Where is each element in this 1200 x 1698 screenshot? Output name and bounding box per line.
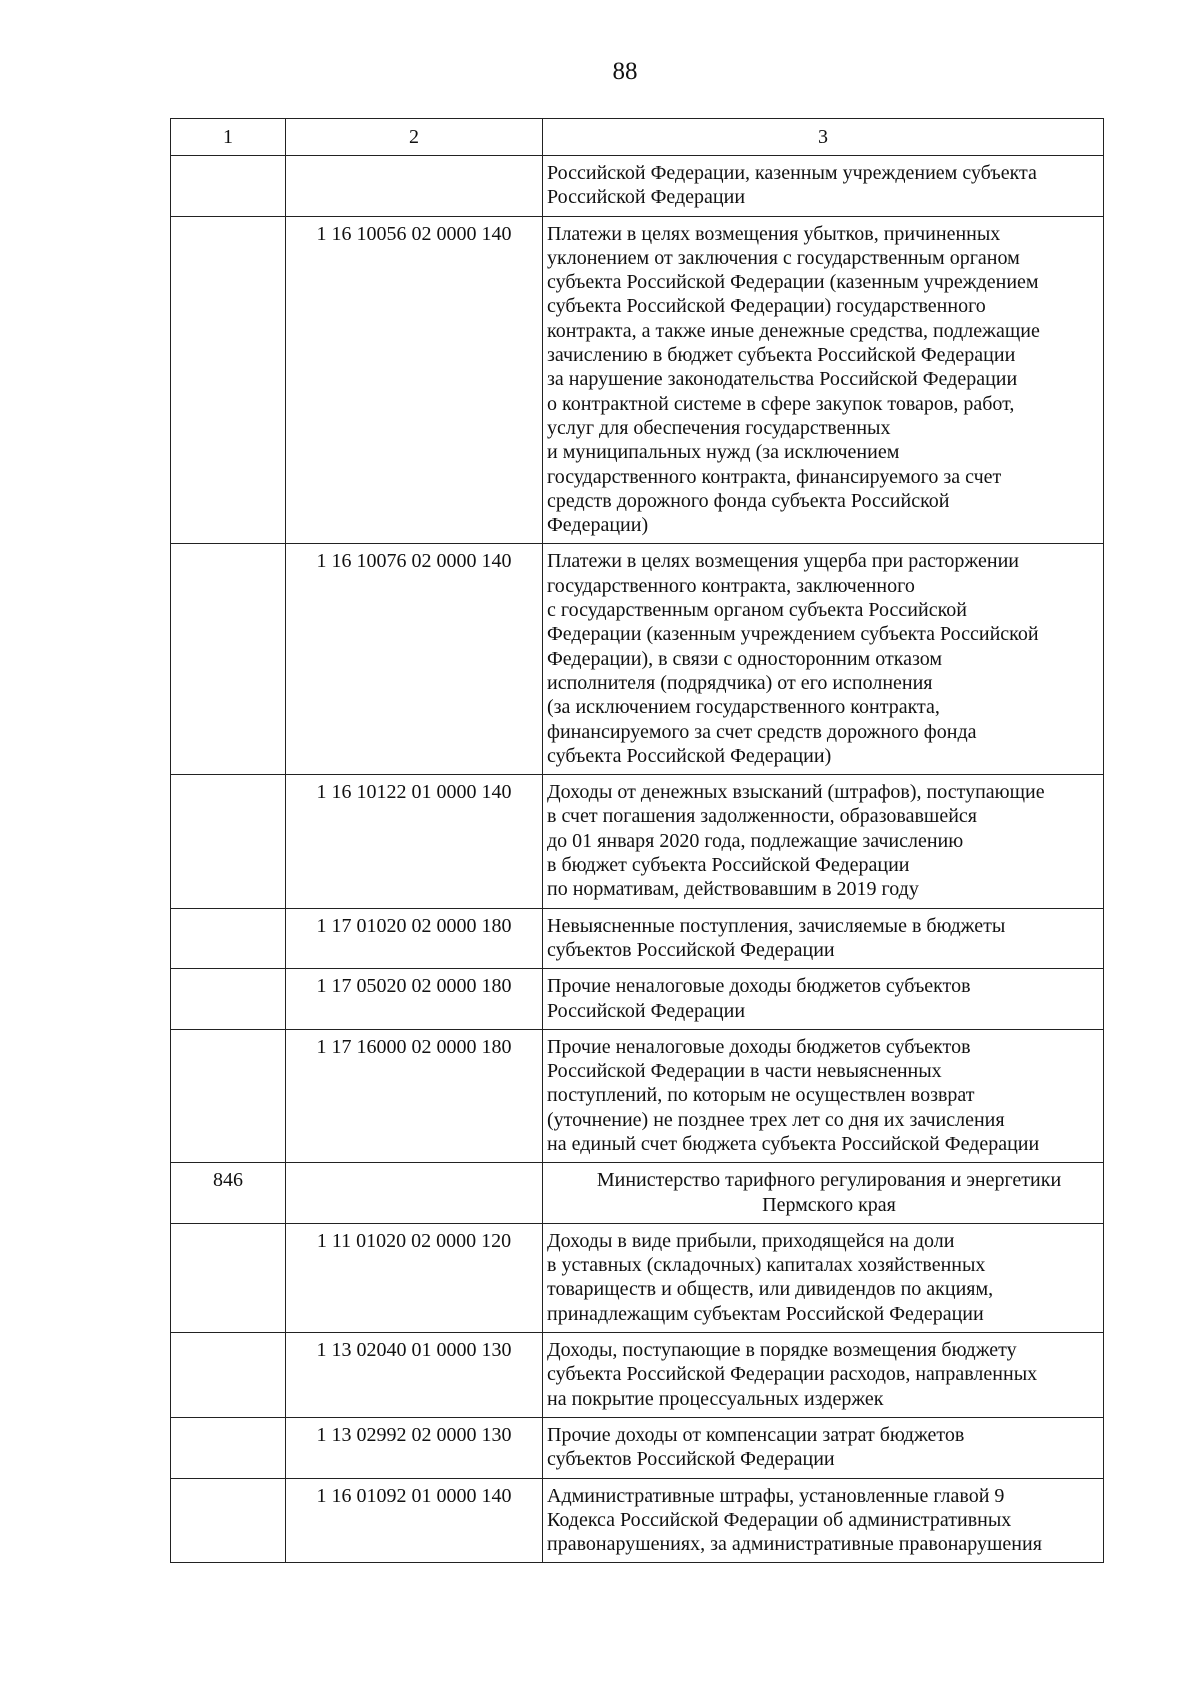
description-line: Доходы в виде прибыли, приходящейся на доли (547, 1229, 955, 1252)
table-row (171, 1029, 1104, 1162)
description-line: за нарушение законодательства Российской Федерации (547, 368, 1018, 391)
table-row (171, 156, 1104, 217)
header-col-1: 1 (171, 119, 286, 156)
description-line: субъекта Российской Федерации расходов, направленных (547, 1363, 1038, 1386)
description-line: зачислению в бюджет субъекта Российской Федерации (547, 344, 1016, 367)
revenue-code-cell: 1 17 05020 02 0000 180 (286, 969, 543, 1030)
admin-code-cell (171, 1333, 286, 1418)
revenue-code-cell (286, 1163, 543, 1224)
description-line: и муниципальных нужд (за исключением (547, 441, 900, 464)
page-number: 88 (612, 58, 638, 85)
revenue-code-cell: 1 16 10076 02 0000 140 (286, 544, 543, 775)
description-line: Пермского края (762, 1193, 896, 1216)
table-row (171, 908, 1104, 969)
description-line: субъекта Российской Федерации) государственного (547, 295, 986, 318)
revenue-code-cell: 1 13 02992 02 0000 130 (286, 1417, 543, 1478)
description-line: исполнителя (подрядчика) от его исполнения (547, 671, 933, 694)
description-line: (уточнение) не позднее трех лет со дня их зачисления (547, 1108, 1005, 1131)
description-line: субъекта Российской Федерации (казенным учреждением (547, 271, 1039, 294)
table-row (171, 1417, 1104, 1478)
description-line: Федерации) (547, 514, 649, 537)
revenue-code-cell: 1 17 16000 02 0000 180 (286, 1029, 543, 1162)
description-line: в уставных (складочных) капиталах хозяйственных (547, 1254, 986, 1277)
revenue-code-cell: 1 13 02040 01 0000 130 (286, 1333, 543, 1418)
admin-code-cell (171, 1478, 286, 1563)
admin-code-cell (171, 544, 286, 775)
revenue-code-cell: 1 17 01020 02 0000 180 (286, 908, 543, 969)
header-col-2: 2 (286, 119, 543, 156)
admin-code-cell (171, 1417, 286, 1478)
description-line: в бюджет субъекта Российской Федерации (547, 854, 910, 877)
description-line: Федерации), в связи с односторонним отказом (547, 647, 943, 670)
description-line: Невыясненные поступления, зачисляемые в бюджеты (547, 914, 1006, 937)
description-cell (543, 1029, 1104, 1162)
table-body (171, 156, 1104, 1563)
description-line: на покрытие процессуальных издержек (547, 1387, 884, 1410)
revenue-code-cell: 1 16 01092 01 0000 140 (286, 1478, 543, 1563)
description-line: (за исключением государственного контракта, (547, 696, 940, 719)
description-cell (543, 908, 1104, 969)
description-cell (543, 1333, 1104, 1418)
admin-code-cell: 846 (171, 1163, 286, 1224)
description-line: субъектов Российской Федерации (547, 938, 835, 961)
revenue-code-cell: 1 16 10056 02 0000 140 (286, 216, 543, 544)
admin-code-cell (171, 908, 286, 969)
description-cell (543, 156, 1104, 217)
table-row (171, 969, 1104, 1030)
description-line: субъектов Российской Федерации (547, 1448, 835, 1471)
description-line: государственного контракта, финансируемого за счет (547, 465, 1002, 488)
description-line: Федерации (казенным учреждением субъекта Российской (547, 623, 1039, 646)
description-line: финансируемого за счет средств дорожного фонда (547, 720, 977, 743)
description-line: уклонением от заключения с государственным органом (547, 246, 1020, 269)
header-col-3: 3 (543, 119, 1104, 156)
admin-code-cell (171, 969, 286, 1030)
table-row (171, 1163, 1104, 1224)
description-line: субъекта Российской Федерации) (547, 744, 832, 767)
description-line: Административные штрафы, установленные главой 9 (547, 1484, 1005, 1507)
description-line: Прочие доходы от компенсации затрат бюджетов (547, 1423, 965, 1446)
description-line: правонарушениях, за административные правонарушения (547, 1533, 1042, 1556)
admin-code-cell (171, 1223, 286, 1332)
description-line: Прочие неналоговые доходы бюджетов субъектов (547, 975, 971, 998)
description-line: средств дорожного фонда субъекта Российской (547, 489, 950, 512)
description-cell (543, 969, 1104, 1030)
description-cell (543, 216, 1104, 544)
admin-code-cell (171, 775, 286, 908)
admin-code-cell (171, 1029, 286, 1162)
table-row (171, 544, 1104, 775)
admin-code-cell (171, 216, 286, 544)
description-line: Доходы от денежных взысканий (штрафов), поступающие (547, 781, 1045, 804)
description-line: до 01 января 2020 года, подлежащие зачислению (547, 829, 964, 852)
revenue-code-cell: 1 16 10122 01 0000 140 (286, 775, 543, 908)
description-line: Доходы, поступающие в порядке возмещения бюджету (547, 1339, 1017, 1362)
description-line: контракта, а также иные денежные средства, подлежащие (547, 319, 1040, 342)
description-line: в счет погашения задолженности, образовавшейся (547, 805, 977, 828)
description-line: на единый счет бюджета субъекта Российской Федерации (547, 1132, 1040, 1155)
description-cell (543, 1223, 1104, 1332)
description-cell (543, 544, 1104, 775)
description-line: с государственным органом субъекта Российской (547, 599, 967, 622)
description-line: Российской Федерации, казенным учреждением субъекта (547, 162, 1037, 184)
description-line: услуг для обеспечения государственных (547, 416, 891, 439)
description-cell (543, 775, 1104, 908)
table-row (171, 216, 1104, 544)
revenue-code-cell: 1 11 01020 02 0000 120 (286, 1223, 543, 1332)
description-line: товариществ и обществ, или дивидендов по акциям, (547, 1278, 994, 1301)
description-line: Российской Федерации в части невыясненных (547, 1060, 942, 1083)
description-cell (543, 1163, 1104, 1224)
table-row (171, 1223, 1104, 1332)
revenue-code-cell (286, 156, 543, 217)
description-cell (543, 1417, 1104, 1478)
description-line: Министерство тарифного регулирования и энергетики (596, 1169, 1062, 1192)
description-line: Российской Федерации (547, 186, 746, 209)
revenue-codes-table (170, 118, 1104, 1563)
table-row (171, 1333, 1104, 1418)
description-line: государственного контракта, заключенного (547, 574, 915, 597)
description-line: о контрактной системе в сфере закупок товаров, работ, (547, 392, 1015, 415)
description-line: поступлений, по которым не осуществлен возврат (547, 1084, 975, 1107)
header-row (171, 119, 1104, 156)
table-row (171, 775, 1104, 908)
table-header (171, 119, 1104, 156)
description-cell (543, 1478, 1104, 1563)
admin-code-cell (171, 156, 286, 217)
description-line: Платежи в целях возмещения убытков, причиненных (547, 222, 1001, 245)
description-line: принадлежащим субъектам Российской Федерации (547, 1302, 984, 1325)
description-line: Кодекса Российской Федерации об административных (547, 1508, 1012, 1531)
description-line: Платежи в целях возмещения ущерба при расторжении (547, 550, 1019, 573)
description-line: Российской Федерации (547, 999, 746, 1022)
table-row (171, 1478, 1104, 1563)
description-line: Прочие неналоговые доходы бюджетов субъектов (547, 1035, 971, 1058)
description-line: по нормативам, действовавшим в 2019 году (547, 878, 919, 901)
